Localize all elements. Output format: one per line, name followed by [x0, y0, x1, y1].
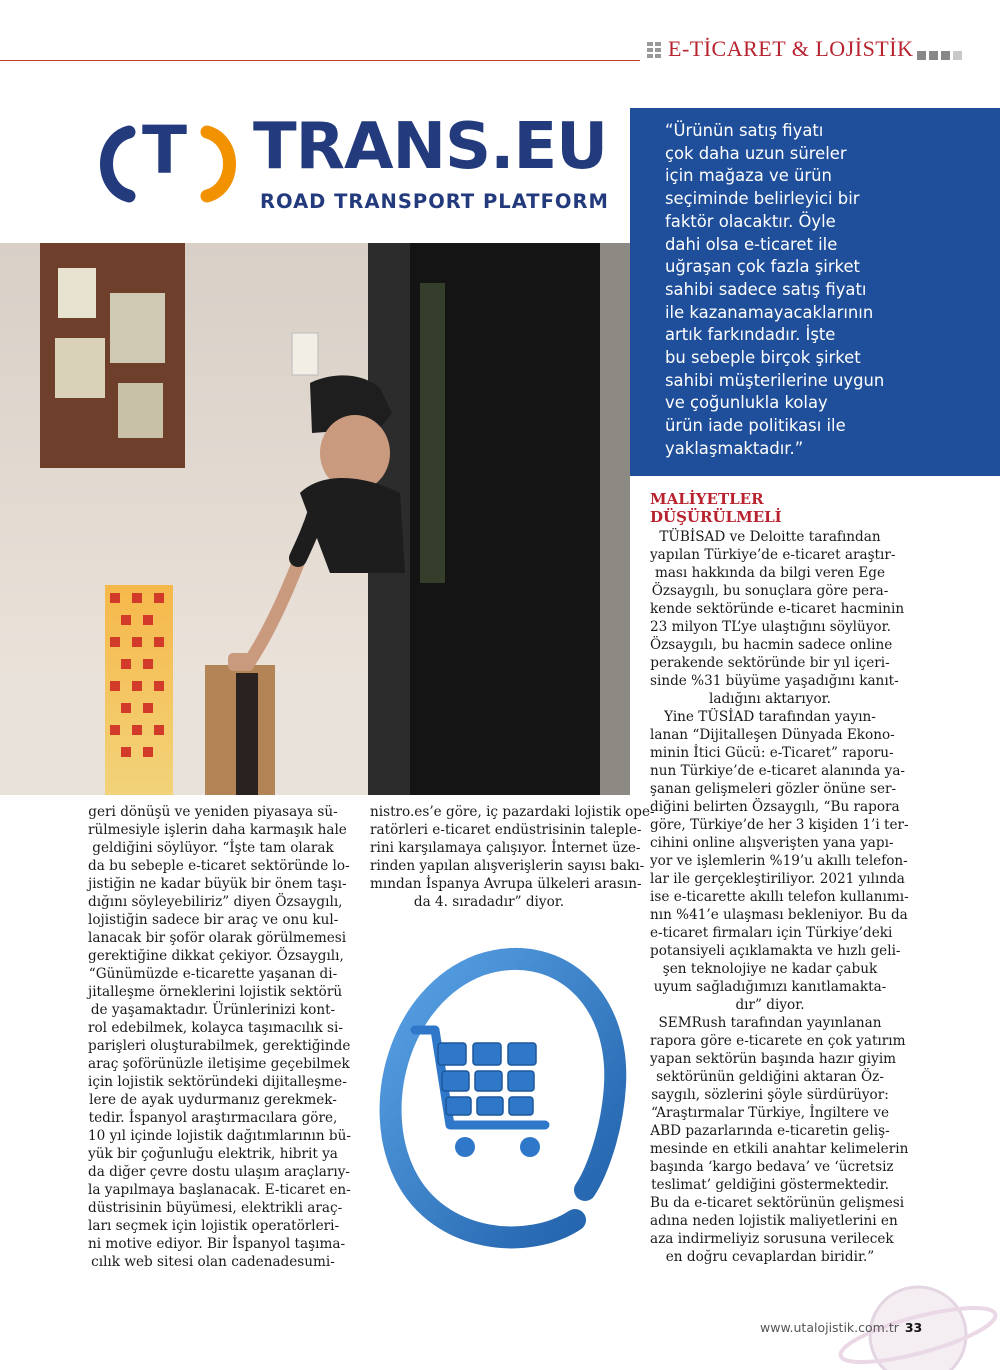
header-squares-icon [917, 45, 965, 64]
pull-quote-box [630, 108, 1000, 476]
article-column-3: TÜBİSAD ve Deloitte tarafından yapılan Türkiye’de e-ticaret araştır- ması hakkında da bilgi veren Ege Özsaygılı, bu sonuçlara göre pera- kende sektöründe e-ticaret hacminin 23 milyon TL’ye ulaştığını söylüyor. Özsaygılı, bu hacmin sadece online perakende sektöründe bir yıl içeri- sinde %31 büyüme yaşadığını kanıt- ladığını aktarıyor. Yine TÜSİAD tarafından yayın- lanan “Dijitalleşen Dünyada Ekono- minin İtici Gücü: e-Ticaret” raporu- nun Türkiye’de e-ticaret alanında ya- şanan gelişmeleri gözler önüne ser- diğini belirten Özsaygılı, “Bu rapora göre, Türkiye’de her 3 kişiden 1’i ter- cihini online alışverişten yana yapı- yor ve işlemlerin %19’u akıllı telefon- lar ile gerçekleştiriliyor. 2021 yılında ise e-ticarette akıllı telefon kullanımı- nın %41’e ulaşması bekleniyor. Bu da e-ticaret firmaları için Türkiye’deki potansiyeli açıklamakta ve hızlı geli- şen teknolojiye ne kadar çabuk uyum sağladığımızı kanıtlamakta- dır” diyor. SEMRush tarafından yayınlanan rapora göre e-ticarete en çok yatırım yapan sektörün başında hazır giyim sektörünün geldiğini aktaran Öz- saygılı, sözlerini şöyle sürdürüyor: “Araştırmalar Türkiye, İngiltere ve ABD pazarlarında e-ticaretin geliş- mesinde en etkili anahtar kelimelerin başında ‘kargo bedava’ ve ‘ücretsiz teslimat’ geldiğini göstermektedir. Bu da e-ticaret sektörünün gelişmesi adına neden lojistik maliyetlerini en aza indirmeliyiz sorusuna verilecek en doğru cevaplardan biridir.” [650, 529, 909, 1265]
header-rule [0, 60, 640, 61]
logo-letter: T [142, 112, 188, 189]
shopping-cart-at-icon [370, 935, 630, 1265]
trans-eu-logo [85, 110, 615, 230]
article-column-2: nistro.es’e göre, iç pazardaki lojistik ope- ratörleri e-ticaret endüstrisinin taleple- rini karşılamaya çalışıyor. İnternet üze- rinden yapılan alışverişlerin sayısı bakı- mından İspanya Avrupa ülkeleri arasın- da 4. sıradadır” diyor. [370, 804, 655, 910]
globe-watermark-icon [828, 1255, 1000, 1370]
page-footer [760, 1320, 922, 1335]
page-number: 33 [904, 1320, 923, 1335]
article-column-1: geri dönüşü ve yeniden piyasaya sü- rülmesiyle işlerin daha karmaşık hale geldiğini söylüyor. “İşte tam olarak da bu sebeple e-ticaret sektöründe lo- jistiğin ne kadar büyük bir önem taşı- dığını söyleyebiliriz” diyen Özsaygılı, lojistiğin sadece bir araç ve onu kul- lanacak bir şoför olarak görülmemesi gerektiğine dikkat çekiyor. Özsaygılı, “Günümüzde e-ticarette yaşanan di- jitalleşme örneklerini lojistik sektörü de yaşamaktadır. Ürünlerinizi kont- rol edebilmek, kolayca taşımacılık si- parişleri oluşturabilmek, gerektiğinde araç şoförünüzle iletişime geçebilmek için lojistik sektöründeki dijitalleşme- lere de ayak uydurmanız gerekmek- tedir. İspanyol araştırmacılara göre, 10 yıl içinde lojistik dağıtımlarının bü- yük bir çoğunluğu elektrik, hibrit ya da diğer çevre dostu ulaşım araçlarıy- la yapılmaya başlanacak. E-ticaret en- düstrisinin büyümesi, elektrikli araç- ları seçmek için lojistik operatörleri- ni motive ediyor. Bir İspanyol taşıma- cılık web sitesi olan cadenadesumi- [88, 804, 351, 1270]
logo-name: TRANS.EU [253, 110, 608, 184]
section-title: E-TİCARET & LOJİSTİK [668, 36, 914, 61]
pull-quote: “Ürünün satış fiyatı çok daha uzun süreler için mağaza ve ürün seçiminde belirleyici bir faktör olacaktır. Öyle dahi olsa e-ticaret ile uğraşan çok fazla şirket sahibi sadece satış fiyatı ile kazanamayacaklarının artık farkındadır. İşte bu sebeple birçok şirket sahibi müşterilerine uygun ve çoğunlukla kolay ürün iade politikası ile yaklaşmaktadır.” [665, 121, 885, 458]
footer-url: www.utalojistik.com.tr [760, 1320, 899, 1335]
logo-tagline: ROAD TRANSPORT PLATFORM [260, 190, 609, 213]
courier-delivery-photo [0, 243, 630, 795]
subheading: MALİYETLER DÜŞÜRÜLMELİ [650, 490, 782, 526]
courier-delivery-illustration [0, 243, 630, 795]
header-dots-icon [647, 42, 661, 58]
